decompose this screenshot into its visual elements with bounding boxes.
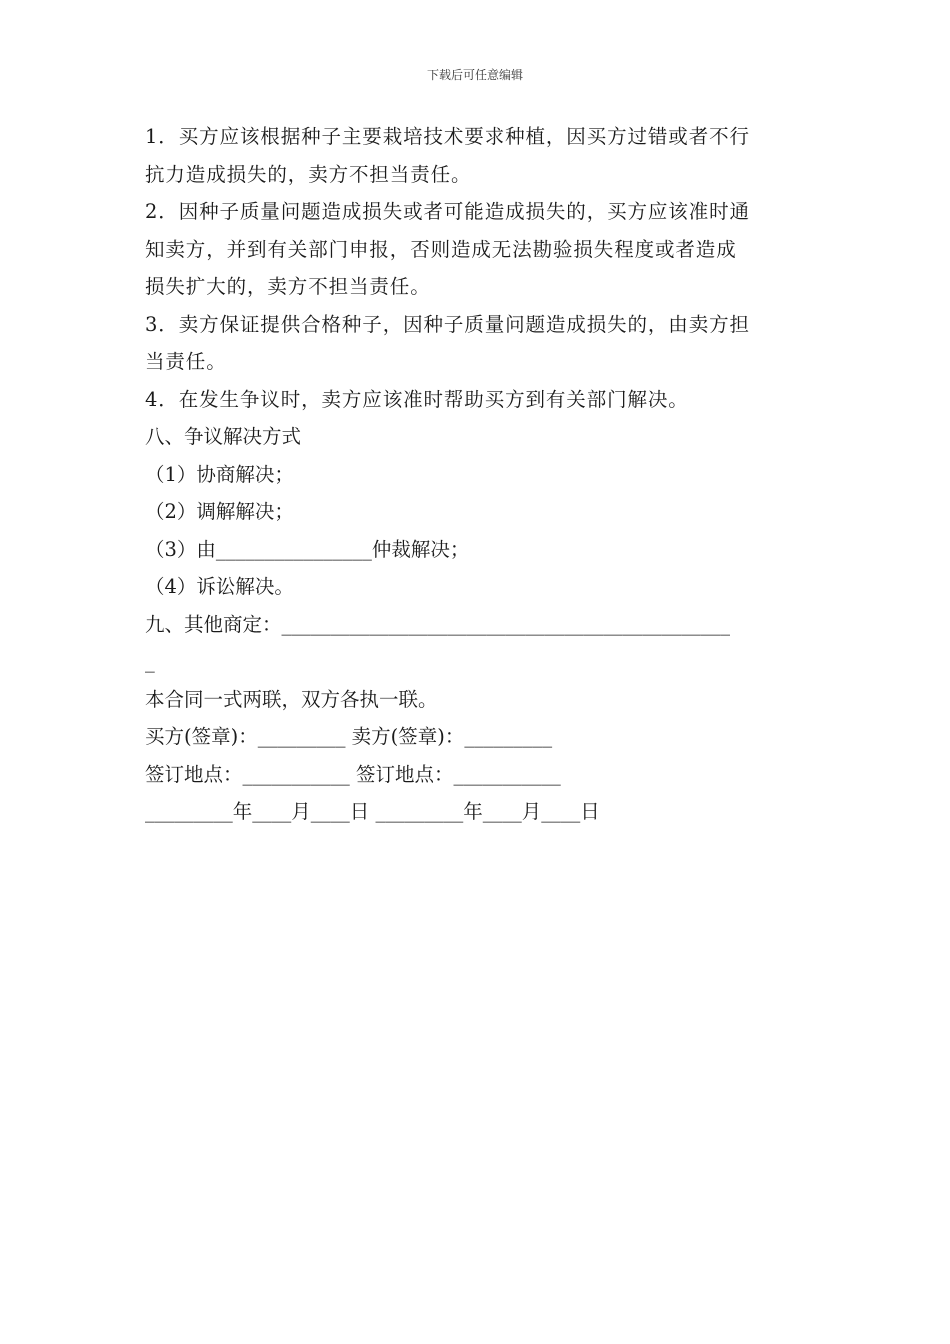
list-item: （3）由________________仲裁解决； — [145, 537, 470, 561]
clause-line: 损失扩大的，卖方不担当责任。 — [145, 275, 431, 298]
copies-statement: 本合同一式两联，双方各执一联。 — [145, 687, 438, 711]
contract-body — [145, 118, 810, 831]
section-heading: 九、其他商定：______________________________________________ — [145, 612, 731, 636]
clause-line: 2．因种子质量问题造成损失或者可能造成损失的，买方应该准时通 — [145, 200, 750, 223]
list-item: （4）诉讼解决。 — [145, 575, 294, 598]
date-line: _________年____月____日 _________年____月____日 — [145, 800, 600, 823]
blank-continuation: _ — [145, 650, 155, 673]
clause-line: 3．卖方保证提供合格种子，因种子质量问题造成损失的，由卖方担 — [145, 312, 750, 336]
list-item: （2）调解解决； — [145, 500, 294, 523]
clause-line: 知卖方，并到有关部门申报，否则造成无法勘验损失程度或者造成 — [145, 237, 737, 261]
page-header: 下载后可任意编辑 — [426, 68, 523, 82]
list-item: （1）协商解决； — [145, 462, 294, 486]
clause-line: 抗力造成损失的，卖方不担当责任。 — [145, 162, 472, 186]
signing-place-line: 签订地点：___________ 签订地点：___________ — [145, 762, 561, 786]
clause-line: 4．在发生争议时，卖方应该准时帮助买方到有关部门解决。 — [145, 387, 689, 411]
signature-line: 买方(签章)：_________ 卖方(签章)：_________ — [145, 725, 553, 748]
clause-line: 1．买方应该根据种子主要栽培技术要求种植，因买方过错或者不行 — [145, 125, 750, 148]
clause-line: 当责任。 — [145, 350, 227, 373]
section-heading: 八、争议解决方式 — [145, 425, 302, 448]
